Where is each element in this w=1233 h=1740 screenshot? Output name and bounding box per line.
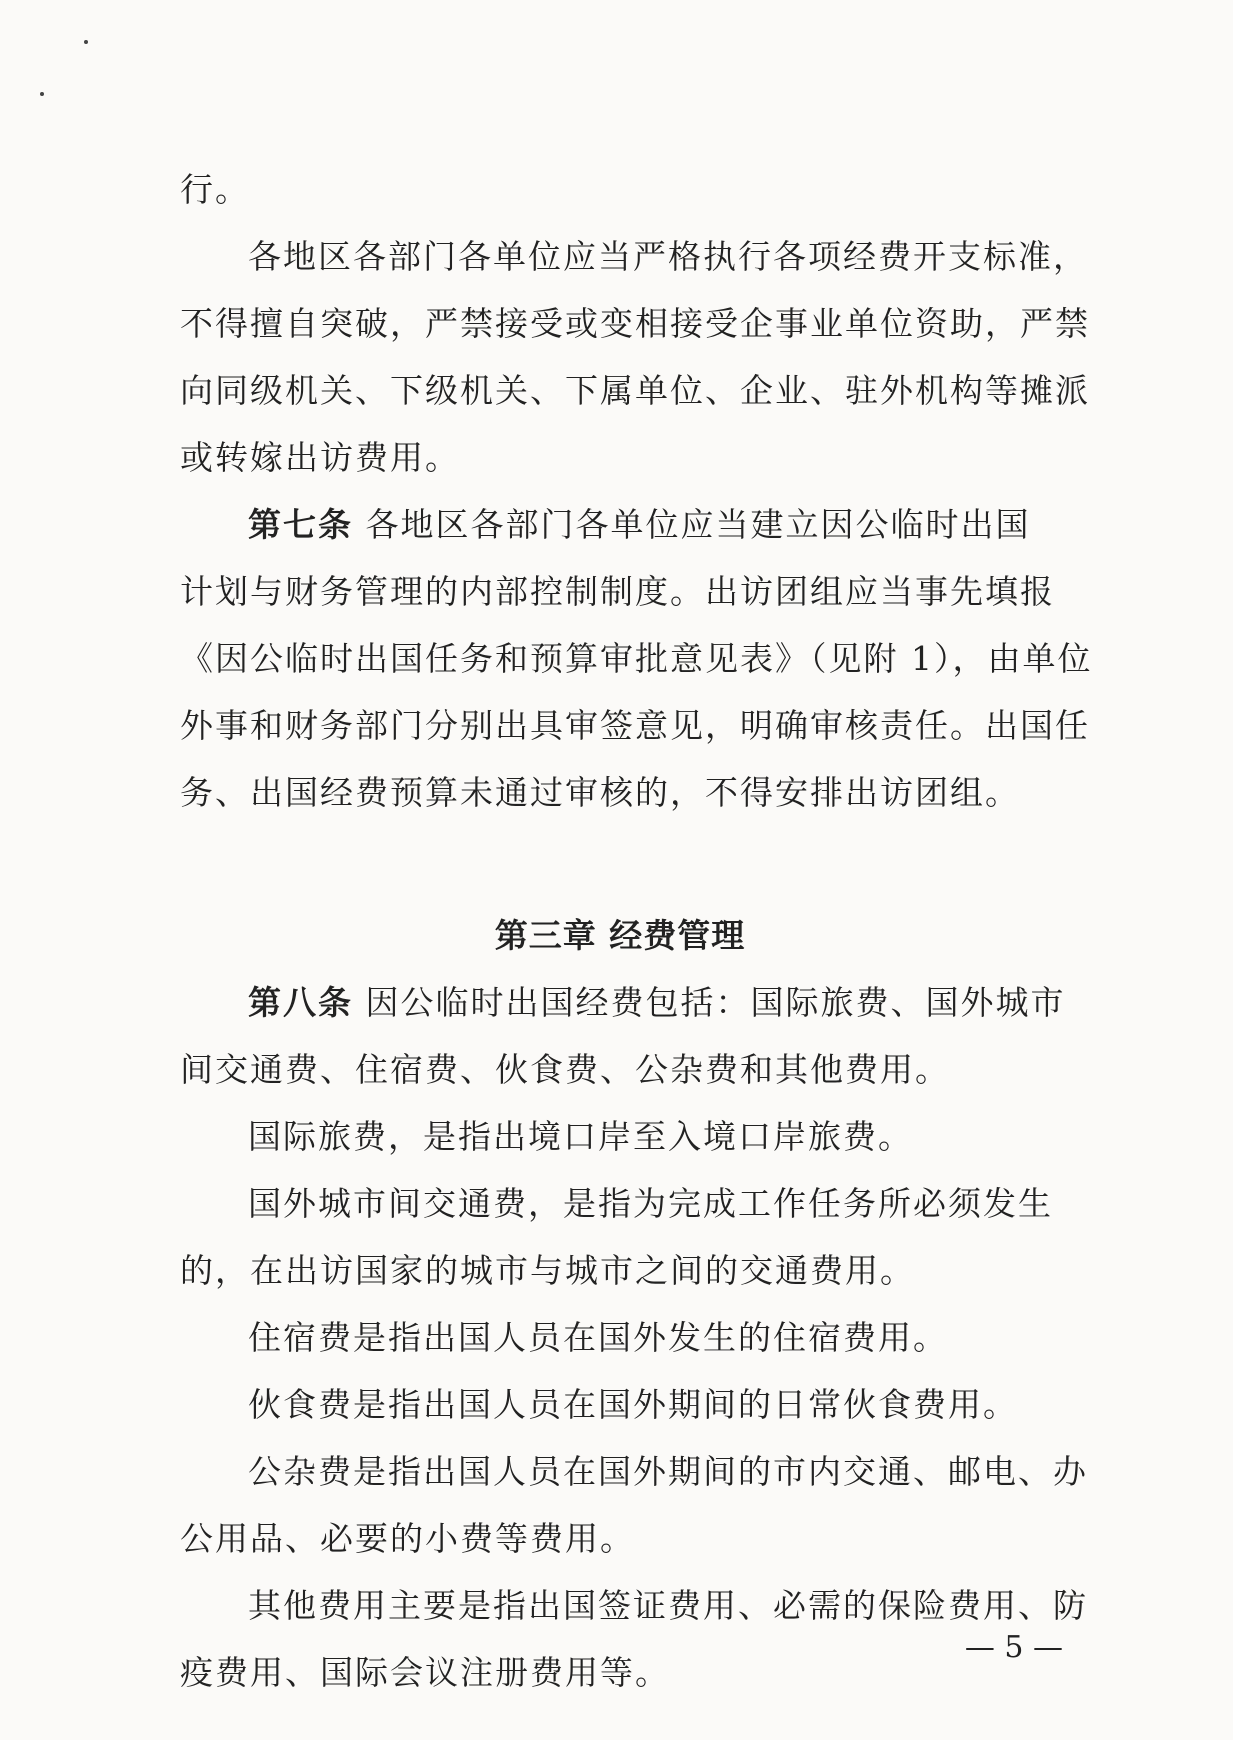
scan-speck bbox=[84, 40, 88, 44]
paragraph-line: 其他费用主要是指出国签证费用、必需的保险费用、防 bbox=[248, 1586, 1088, 1625]
scan-speck bbox=[40, 92, 44, 96]
article-7-text: 各地区各部门各单位应当建立因公临时出国 bbox=[365, 505, 1031, 544]
chapter-title: 第三章 经费管理 bbox=[494, 916, 746, 955]
paragraph-line: 公用品、必要的小费等费用。 bbox=[180, 1519, 635, 1558]
paragraph-line: 计划与财务管理的内部控制制度。出访团组应当事先填报 bbox=[180, 572, 1055, 611]
document-body bbox=[180, 156, 1093, 1706]
paragraph-line: 公杂费是指出国人员在国外期间的市内交通、邮电、办 bbox=[248, 1452, 1088, 1491]
paragraph-line: 或转嫁出访费用。 bbox=[180, 438, 460, 477]
paragraph-line: 国际旅费，是指出境口岸至入境口岸旅费。 bbox=[248, 1117, 913, 1156]
paragraph-line: 外事和财务部门分别出具审签意见，明确审核责任。出国任 bbox=[180, 706, 1090, 745]
article-8-first-line bbox=[180, 969, 1066, 1036]
article-7-first-line bbox=[180, 491, 1060, 558]
paragraph-line: 行。 bbox=[180, 170, 250, 209]
paragraph-line: 住宿费是指出国人员在国外发生的住宿费用。 bbox=[248, 1318, 948, 1357]
article-8-number: 第八条 bbox=[248, 983, 353, 1022]
paragraph-line: 的，在出访国家的城市与城市之间的交通费用。 bbox=[180, 1251, 915, 1290]
page-number: — 5 — bbox=[964, 1630, 1063, 1665]
paragraph-line: 务、出国经费预算未通过审核的，不得安排出访团组。 bbox=[180, 773, 1020, 812]
paragraph-line: 《因公临时出国任务和预算审批意见表》（见附 1），由单位 bbox=[180, 639, 1093, 678]
paragraph-line: 各地区各部门各单位应当严格执行各项经费开支标准， bbox=[248, 237, 1088, 276]
paragraph-line: 国外城市间交通费，是指为完成工作任务所必须发生 bbox=[248, 1184, 1053, 1223]
paragraph-line: 疫费用、国际会议注册费用等。 bbox=[180, 1653, 670, 1692]
paragraph-line: 间交通费、住宿费、伙食费、公杂费和其他费用。 bbox=[180, 1050, 950, 1089]
section-gap bbox=[180, 826, 1060, 902]
paragraph-line: 不得擅自突破，严禁接受或变相接受企事业单位资助，严禁 bbox=[180, 304, 1090, 343]
paragraph-line: 伙食费是指出国人员在国外期间的日常伙食费用。 bbox=[248, 1385, 1018, 1424]
paragraph-line: 向同级机关、下级机关、下属单位、企业、驻外机构等摊派 bbox=[180, 371, 1090, 410]
article-8-text: 因公临时出国经费包括：国际旅费、国外城市 bbox=[365, 983, 1066, 1022]
article-7-number: 第七条 bbox=[248, 505, 353, 544]
